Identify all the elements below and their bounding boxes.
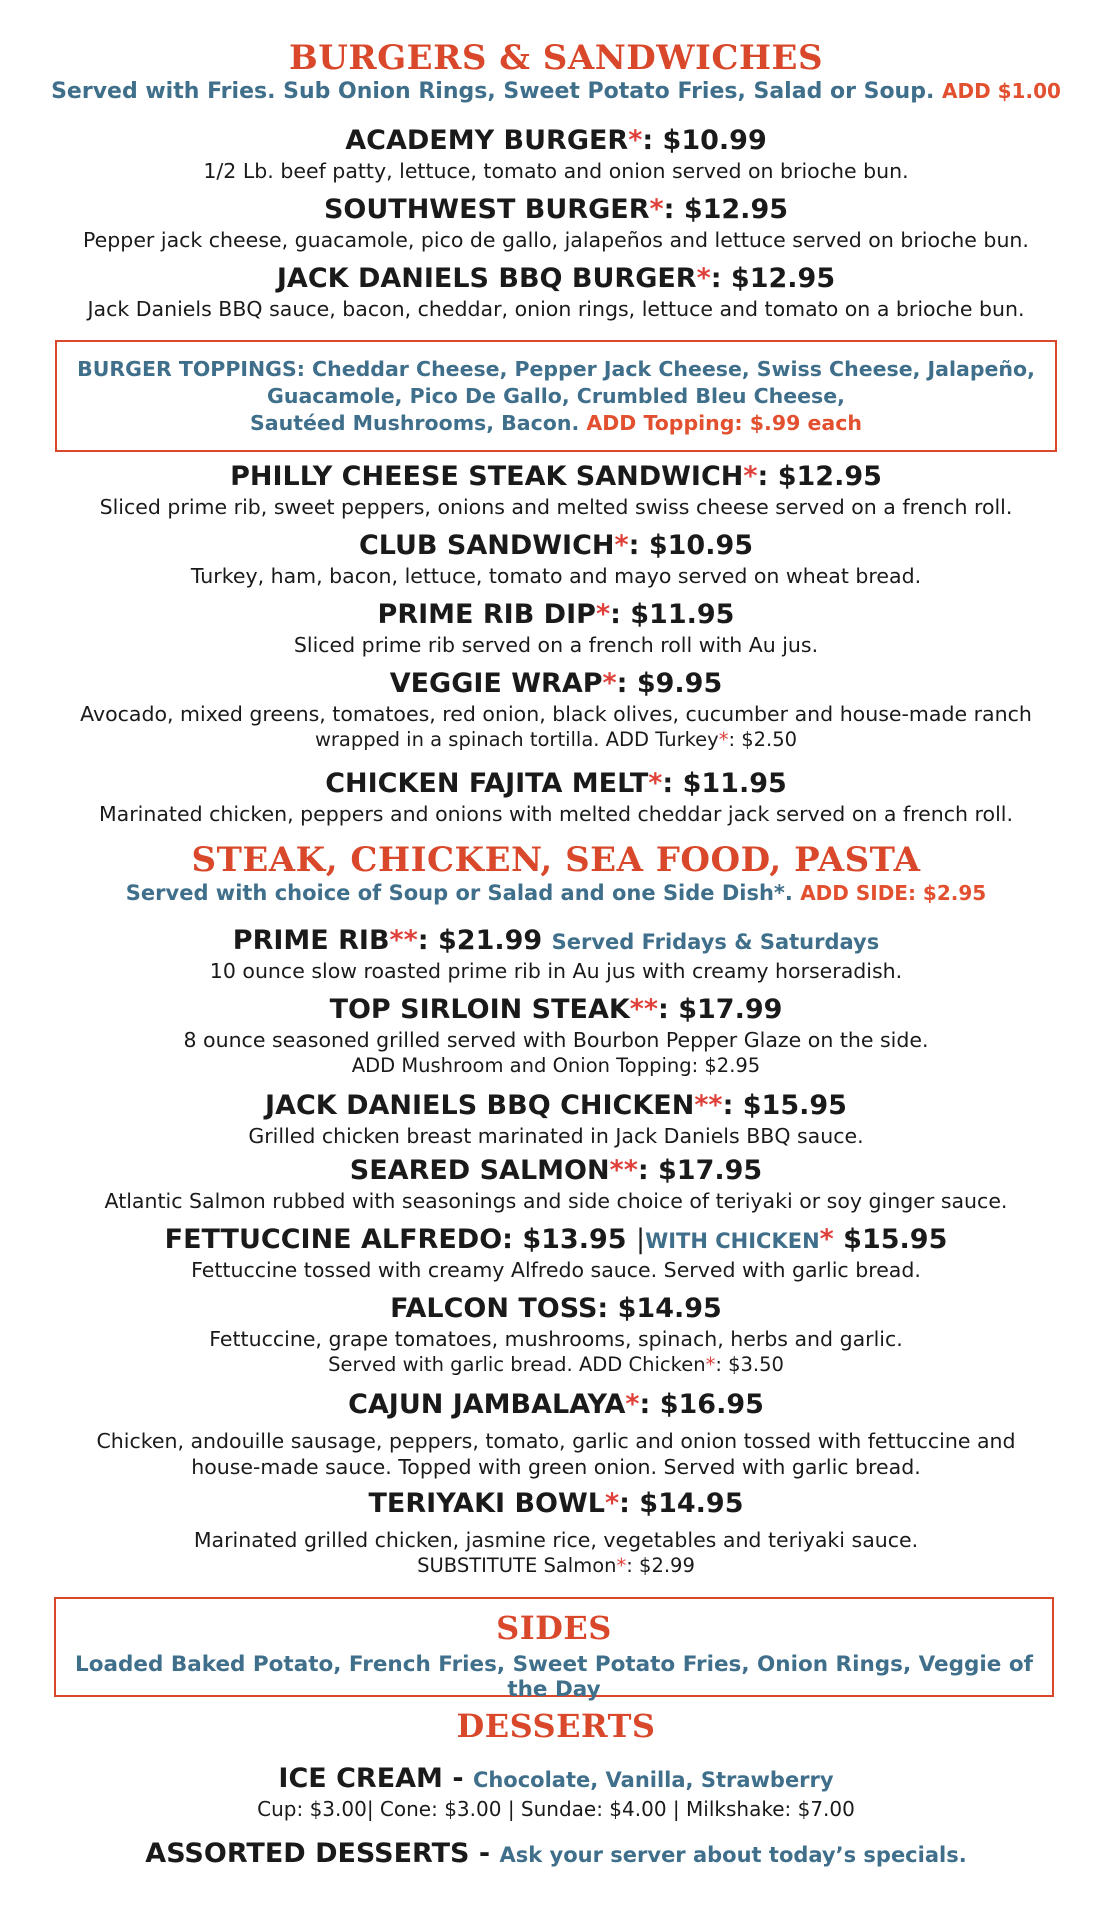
menu-item bbox=[0, 1223, 1112, 1283]
item-name: SEARED SALMON**: $17.95 bbox=[349, 1155, 763, 1186]
item-name: FETTUCCINE ALFREDO: $13.95 |WITH CHICKEN* $15.95 bbox=[164, 1224, 948, 1255]
item-name: VEGGIE WRAP*: $9.95 bbox=[389, 668, 723, 699]
item-description: Fettuccine tossed with creamy Alfredo sauce. Served with garlic bread. bbox=[191, 1257, 921, 1282]
burgers-title: BURGERS & SANDWICHES bbox=[288, 38, 823, 78]
item-description: Avocado, mixed greens, tomatoes, red onion, black olives, cucumber and house-made ranch bbox=[80, 701, 1032, 726]
menu-item bbox=[0, 1292, 1112, 1378]
item-description: Served with garlic bread. ADD Chicken*: $3.50 bbox=[328, 1353, 784, 1377]
menu-item bbox=[0, 1388, 1112, 1481]
menu-item bbox=[0, 993, 1112, 1079]
toppings-line: Guacamole, Pico De Gallo, Crumbled Bleu Cheese, bbox=[267, 384, 845, 409]
item-name: PRIME RIB DIP*: $11.95 bbox=[377, 599, 735, 630]
item-description: 8 ounce seasoned grilled served with Bourbon Pepper Glaze on the side. bbox=[183, 1027, 929, 1052]
toppings-section bbox=[0, 340, 1112, 452]
item-name: CHICKEN FAJITA MELT*: $11.95 bbox=[325, 768, 787, 799]
item-name: TOP SIRLOIN STEAK**: $17.99 bbox=[329, 994, 783, 1025]
menu-item bbox=[0, 1762, 1112, 1822]
item-prices: Cup: $3.00| Cone: $3.00 | Sundae: $4.00 | Milkshake: $7.00 bbox=[257, 1796, 855, 1821]
sides-list: Loaded Baked Potato, French Fries, Sweet Potato Fries, Onion Rings, Veggie of the Day bbox=[75, 1652, 1033, 1703]
item-description: house-made sauce. Topped with green onion. Served with garlic bread. bbox=[191, 1455, 921, 1480]
menu-item bbox=[0, 460, 1112, 520]
desserts-title: DESSERTS bbox=[456, 1707, 656, 1745]
menu-item bbox=[0, 124, 1112, 184]
item-name: CAJUN JAMBALAYA*: $16.95 bbox=[348, 1389, 764, 1420]
steak-title: STEAK, CHICKEN, SEA FOOD, PASTA bbox=[191, 840, 921, 880]
item-description: Sliced prime rib served on a french roll with Au jus. bbox=[293, 632, 819, 657]
item-name: PHILLY CHEESE STEAK SANDWICH*: $12.95 bbox=[230, 461, 882, 492]
desserts-section bbox=[0, 1709, 1112, 1744]
item-name: JACK DANIELS BBQ BURGER*: $12.95 bbox=[276, 263, 836, 294]
item-description: Grilled chicken breast marinated in Jack Daniels BBQ sauce. bbox=[248, 1123, 864, 1148]
menu-item bbox=[0, 598, 1112, 658]
item-name: TERIYAKI BOWL*: $14.95 bbox=[368, 1488, 744, 1519]
steak-section bbox=[0, 842, 1112, 905]
toppings-line: Sautéed Mushrooms, Bacon. ADD Topping: $.99 each bbox=[250, 411, 862, 436]
menu-item bbox=[0, 1837, 1112, 1871]
item-name: CLUB SANDWICH*: $10.95 bbox=[358, 530, 754, 561]
item-name: FALCON TOSS: $14.95 bbox=[390, 1293, 722, 1324]
item-description: Fettuccine, grape tomatoes, mushrooms, spinach, herbs and garlic. bbox=[209, 1326, 903, 1351]
menu-item bbox=[0, 529, 1112, 589]
item-name: ICE CREAM - Chocolate, Vanilla, Strawberry bbox=[278, 1763, 834, 1794]
item-description: 10 ounce slow roasted prime rib in Au jus with creamy horseradish. bbox=[209, 958, 903, 983]
toppings-line: BURGER TOPPINGS: Cheddar Cheese, Pepper Jack Cheese, Swiss Cheese, Jalapeño, bbox=[77, 357, 1035, 381]
item-description: Pepper jack cheese, guacamole, pico de gallo, jalapeños and lettuce served on brioche bun. bbox=[83, 227, 1029, 252]
item-description: 1/2 Lb. beef patty, lettuce, tomato and onion served on brioche bun. bbox=[203, 158, 909, 183]
menu-item bbox=[0, 193, 1112, 253]
item-description: Chicken, andouille sausage, peppers, tomato, garlic and onion tossed with fettuccine and bbox=[96, 1428, 1016, 1453]
burgers-section bbox=[0, 40, 1112, 104]
sides-box bbox=[54, 1597, 1054, 1703]
sides-title: SIDES bbox=[496, 1609, 612, 1647]
menu-item bbox=[0, 924, 1112, 984]
item-description: Marinated chicken, peppers and onions with melted cheddar jack served on a french roll. bbox=[99, 801, 1013, 826]
item-description: wrapped in a spinach tortilla. ADD Turkey*: $2.50 bbox=[314, 728, 798, 752]
item-description: Marinated grilled chicken, jasmine rice, vegetables and teriyaki sauce. bbox=[193, 1527, 919, 1552]
menu-item bbox=[0, 667, 1112, 753]
menu-item bbox=[0, 262, 1112, 322]
item-description: ADD Mushroom and Onion Topping: $2.95 bbox=[351, 1054, 761, 1078]
item-description: Atlantic Salmon rubbed with seasonings and side choice of teriyaki or soy ginger sauce. bbox=[104, 1188, 1008, 1213]
item-description: Turkey, ham, bacon, lettuce, tomato and mayo served on wheat bread. bbox=[190, 563, 922, 588]
item-name: PRIME RIB**: $21.99 Served Fridays & Saturdays bbox=[232, 925, 880, 956]
steak-subtitle: Served with choice of Soup or Salad and one Side Dish*. ADD SIDE: $2.95 bbox=[125, 881, 987, 906]
item-description: SUBSTITUTE Salmon*: $2.99 bbox=[417, 1554, 695, 1578]
sides-section bbox=[0, 1597, 1112, 1703]
menu-item bbox=[0, 1154, 1112, 1214]
item-description: Sliced prime rib, sweet peppers, onions and melted swiss cheese served on a french roll. bbox=[99, 494, 1013, 519]
item-name: SOUTHWEST BURGER*: $12.95 bbox=[323, 194, 789, 225]
menu-item bbox=[0, 1487, 1112, 1579]
menu-item bbox=[0, 767, 1112, 827]
menu-item bbox=[0, 1089, 1112, 1149]
item-name: ASSORTED DESSERTS - Ask your server about today’s specials. bbox=[145, 1838, 967, 1869]
toppings-box bbox=[55, 340, 1057, 452]
burgers-subtitle: Served with Fries. Sub Onion Rings, Sweet Potato Fries, Salad or Soup. ADD $1.00 bbox=[51, 79, 1061, 105]
item-name: JACK DANIELS BBQ CHICKEN**: $15.95 bbox=[265, 1090, 847, 1121]
item-description: Jack Daniels BBQ sauce, bacon, cheddar, onion rings, lettuce and tomato on a brioche bun. bbox=[87, 296, 1025, 321]
item-name: ACADEMY BURGER*: $10.99 bbox=[345, 125, 767, 156]
